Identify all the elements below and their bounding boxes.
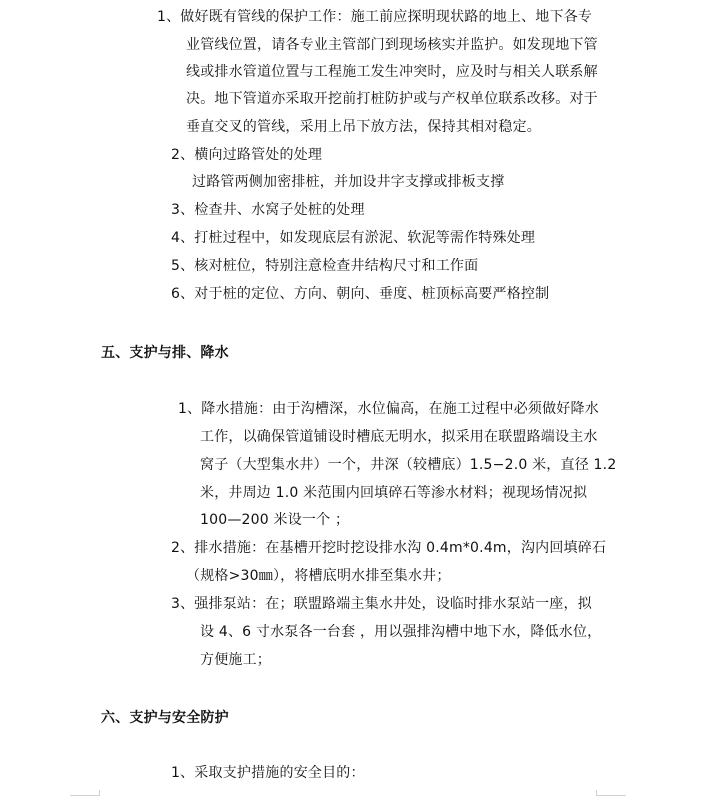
paragraph-line: 方便施工；: [200, 652, 271, 668]
page-corner-mark: [596, 790, 597, 796]
paragraph-line: 米，井周边 1.0 米范围内回填碎石等渗水材料；视现场情况拟: [200, 485, 588, 501]
paragraph-line: 5、核对桩位，特别注意检查井结构尺寸和工作面: [171, 258, 479, 274]
paragraph-line: 100—200 米设一个 ；: [200, 512, 350, 528]
paragraph-line: 设 4、6 寸水泵各一台套 ，用以强排沟槽中地下水，降低水位，: [200, 624, 602, 640]
paragraph-line: 窝子（大型集水井）一个，井深（较槽底）1.5−2.0 米，直径 1.2: [200, 457, 617, 473]
paragraph-line: 决。地下管道亦采取开挖前打桩防护或与产权单位联系改移。对于: [186, 91, 598, 107]
section-heading: 五、支护与排、降水: [101, 345, 229, 361]
paragraph-line: 6、对于桩的定位、方向、朝向、垂度、桩顶标高要严格控制: [171, 286, 550, 302]
section-heading: 六、支护与安全防护: [101, 710, 229, 726]
paragraph-line: 线或排水管道位置与工程施工发生冲突时，应及时与相关人联系解: [186, 64, 598, 80]
paragraph-line: 4、打桩过程中，如发现底层有淤泥、软泥等需作特殊处理: [171, 230, 536, 246]
paragraph-line: 2、排水措施：在基槽开挖时挖设排水沟 0.4m*0.4m，沟内回填碎石: [171, 540, 607, 556]
paragraph-line: 1、做好既有管线的保护工作：施工前应探明现状路的地上、地下各专: [157, 9, 593, 25]
paragraph-line: 业管线位置，请各专业主管部门到现场核实并监护。如发现地下管: [186, 37, 598, 53]
paragraph-line: 工作，以确保管道铺设时槽底无明水，拟采用在联盟路端设主水: [200, 429, 598, 445]
paragraph-line: 1、采取支护措施的安全目的：: [171, 765, 365, 781]
paragraph-line: 2、横向过路管处的处理: [171, 147, 323, 163]
paragraph-line: 过路管两侧加密排桩，并加设井字支撑或排板支撑: [192, 174, 505, 190]
paragraph-line: 3、强排泵站：在；联盟路端主集水井处，设临时排水泵站一座，拟: [171, 596, 592, 612]
paragraph-line: 1、降水措施：由于沟槽深，水位偏高，在施工过程中必须做好降水: [178, 401, 599, 417]
paragraph-line: 3、检查井、水窝子处桩的处理: [171, 202, 365, 218]
paragraph-line: （规格>30㎜），将槽底明水排至集水井；: [186, 568, 451, 584]
page-corner-mark: [99, 790, 100, 796]
paragraph-line: 垂直交叉的管线，采用上吊下放方法，保持其相对稳定。: [186, 119, 541, 135]
